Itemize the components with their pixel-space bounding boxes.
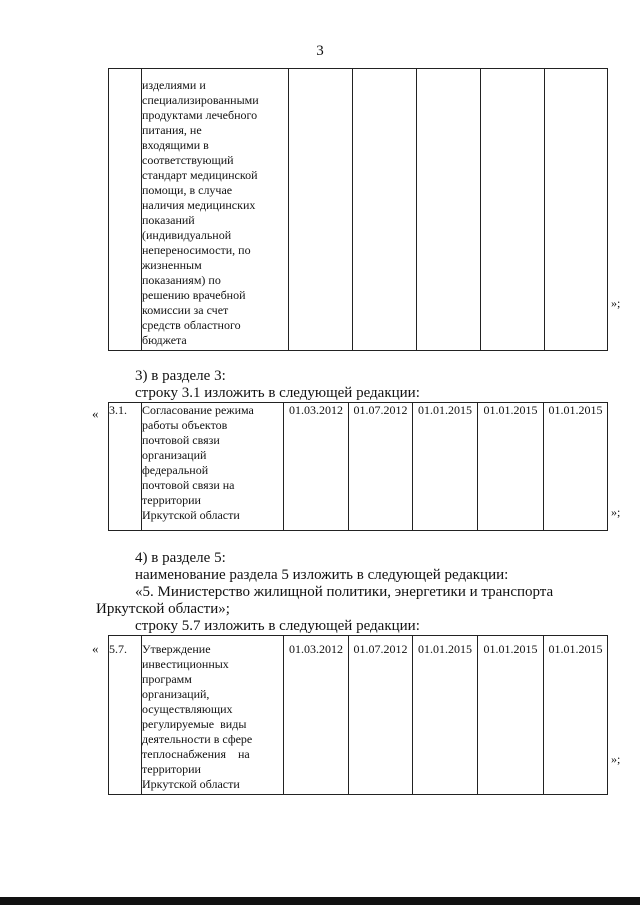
section-5-title-line-2: Иркутской области»; [96, 601, 230, 617]
section-5-instruction: наименование раздела 5 изложить в следующей редакции: [135, 567, 509, 583]
description-line: Утверждение [142, 642, 211, 656]
date-cell: 01.01.2015 [413, 403, 478, 531]
description-line: территории [142, 493, 201, 507]
opening-quote: « [92, 406, 99, 421]
date-cell: 01.07.2012 [349, 636, 413, 795]
closing-quote: »; [611, 505, 621, 519]
description-line: показаниям) по [142, 273, 221, 287]
row-number-cell: 5.7. [109, 636, 142, 795]
date-cell [481, 69, 545, 351]
description-line: непереносимости, по [142, 243, 251, 257]
section-5-title-line-1: «5. Министерство жилищной политики, энергетики и транспорта [135, 584, 554, 600]
description-line: территории [142, 762, 201, 776]
description-line: Иркутской области [142, 508, 240, 522]
table-row-5-7 [108, 635, 608, 795]
description-cell [142, 69, 289, 351]
description-line: регулируемые виды [142, 717, 247, 731]
description-line: почтовой связи [142, 433, 220, 447]
date-cell [545, 69, 608, 351]
description-line: деятельности в сфере [142, 732, 253, 746]
description-line: инвестиционных [142, 657, 229, 671]
date-cell [353, 69, 417, 351]
description-line: наличия медицинских [142, 198, 256, 212]
description-line: организаций [142, 448, 207, 462]
description-line: (индивидуальной [142, 228, 232, 242]
date-cell: 01.01.2015 [544, 403, 608, 531]
date-cell: 01.01.2015 [478, 403, 544, 531]
table-row-3-1 [108, 402, 608, 531]
description-line: жизненным [142, 258, 202, 272]
section-5-row-instruction: строку 5.7 изложить в следующей редакции: [135, 618, 420, 634]
date-cell: 01.01.2015 [413, 636, 478, 795]
description-line: средств областного [142, 318, 241, 332]
date-cell: 01.03.2012 [284, 403, 349, 531]
table-row [109, 636, 608, 795]
closing-quote: »; [611, 296, 621, 310]
date-cell: 01.07.2012 [349, 403, 413, 531]
description-line: продуктами лечебного [142, 108, 258, 122]
section-3-heading: 3) в разделе 3: [135, 368, 226, 384]
description-line: теплоснабжения на [142, 747, 250, 761]
description-line: решению врачебной [142, 288, 246, 302]
table-row [109, 403, 608, 531]
description-line: питания, не [142, 123, 202, 137]
table-continuation [108, 68, 608, 351]
date-cell: 01.03.2012 [284, 636, 349, 795]
description-line: помощи, в случае [142, 183, 233, 197]
description-line: специализированными [142, 93, 259, 107]
description-line: осуществляющих [142, 702, 233, 716]
description-line: Иркутской области [142, 777, 240, 791]
page-number: 3 [316, 43, 324, 59]
description-line: федеральной [142, 463, 209, 477]
section-3-instruction: строку 3.1 изложить в следующей редакции: [135, 385, 420, 401]
date-cell [289, 69, 353, 351]
section-5-heading: 4) в разделе 5: [135, 550, 226, 566]
description-line: программ [142, 672, 192, 686]
closing-quote: »; [611, 752, 621, 766]
description-cell [142, 636, 284, 795]
row-number-cell [109, 69, 142, 351]
date-cell [417, 69, 481, 351]
description-line: Согласование режима [142, 403, 254, 417]
opening-quote: « [92, 641, 99, 656]
description-line: работы объектов [142, 418, 228, 432]
description-line: комиссии за счет [142, 303, 229, 317]
description-line: организаций, [142, 687, 210, 701]
description-line: изделиями и [142, 78, 206, 92]
date-cell: 01.01.2015 [478, 636, 544, 795]
description-line: соответствующий [142, 153, 234, 167]
scan-edge-bar [0, 897, 640, 905]
table-row [109, 69, 608, 351]
description-line: бюджета [142, 333, 187, 347]
description-line: почтовой связи на [142, 478, 235, 492]
description-line: показаний [142, 213, 195, 227]
row-number-cell: 3.1. [109, 403, 142, 531]
description-line: входящими в [142, 138, 209, 152]
date-cell: 01.01.2015 [544, 636, 608, 795]
description-line: стандарт медицинской [142, 168, 258, 182]
description-cell [142, 403, 284, 531]
